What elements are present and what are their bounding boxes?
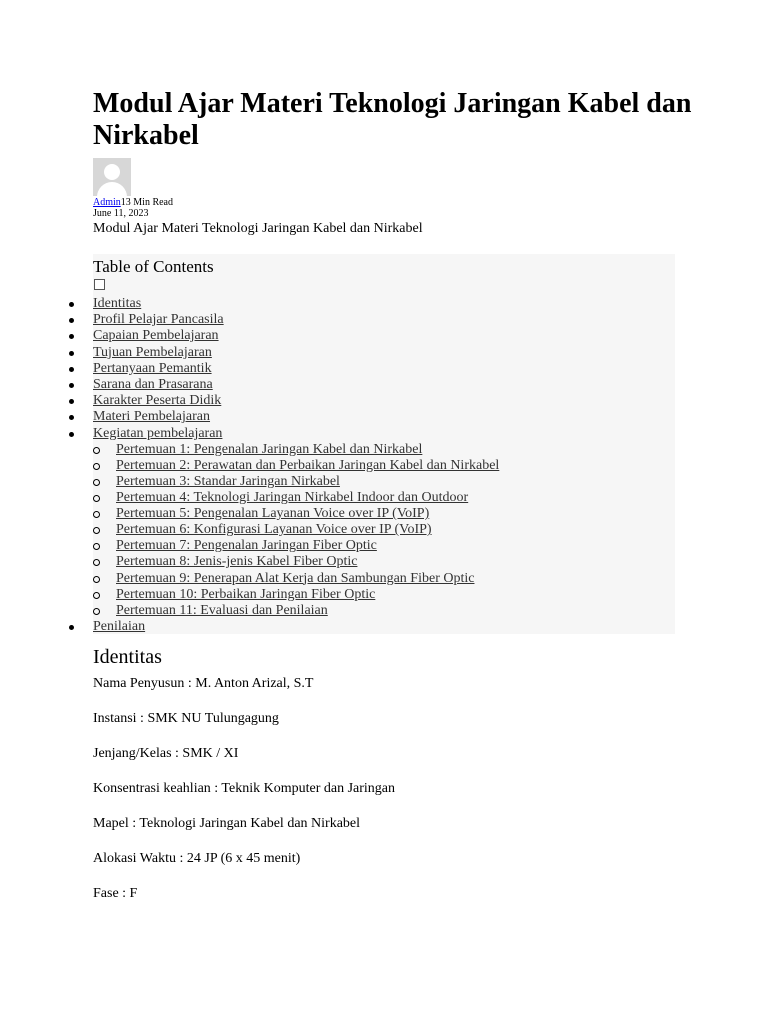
toc-subitem	[116, 538, 499, 554]
toc-subitem	[116, 490, 499, 506]
article-title: Modul Ajar Materi Teknologi Jaringan Kabel dan Nirkabel	[93, 88, 692, 151]
toc-link-capaian-pembelajaran[interactable]: Capaian Pembelajaran	[93, 328, 219, 344]
toc-subitem	[116, 474, 499, 490]
toc-item	[93, 328, 499, 344]
field-konsentrasi-keahlian: Konsentrasi keahlian : Teknik Komputer dan Jaringan	[93, 781, 396, 796]
toc-item	[93, 393, 499, 409]
toc-link-penilaian[interactable]: Penilaian	[93, 618, 146, 634]
toc-link-pertemuan-2[interactable]: Pertemuan 2: Perawatan dan Perbaikan Jaringan Kabel dan Nirkabel	[116, 457, 500, 473]
toc-item	[93, 619, 499, 635]
toc-subitem	[116, 603, 499, 619]
toc-link-materi-pembelajaran[interactable]: Materi Pembelajaran	[93, 409, 211, 425]
toc-subitem	[116, 458, 499, 474]
toc-link-karakter-peserta-didik[interactable]: Karakter Peserta Didik	[93, 393, 222, 409]
toc-sublist	[93, 442, 499, 619]
field-nama-penyusun: Nama Penyusun : M. Anton Arizal, S.T	[93, 676, 314, 691]
toc-subitem	[116, 506, 499, 522]
author-avatar	[93, 158, 131, 196]
toc-subitem	[116, 554, 499, 570]
toc-link-tujuan-pembelajaran[interactable]: Tujuan Pembelajaran	[93, 344, 212, 360]
toc-link-profil-pelajar-pancasila[interactable]: Profil Pelajar Pancasila	[93, 312, 224, 328]
toc-item	[93, 409, 499, 425]
toc-link-pertanyaan-pemantik[interactable]: Pertanyaan Pemantik	[93, 360, 212, 376]
read-time: 13 Min Read	[120, 197, 173, 208]
field-instansi: Instansi : SMK NU Tulungagung	[93, 711, 279, 726]
toc-link-pertemuan-8[interactable]: Pertemuan 8: Jenis-jenis Kabel Fiber Optic	[116, 554, 358, 570]
toc-link-pertemuan-10[interactable]: Pertemuan 10: Perbaikan Jaringan Fiber Optic	[116, 586, 376, 602]
article-meta	[93, 197, 173, 219]
table-of-contents	[93, 254, 675, 634]
toc-link-pertemuan-1[interactable]: Pertemuan 1: Pengenalan Jaringan Kabel dan Nirkabel	[116, 441, 423, 457]
field-mapel: Mapel : Teknologi Jaringan Kabel dan Nirkabel	[93, 816, 361, 831]
toc-item	[93, 426, 499, 619]
avatar-head-shape	[104, 164, 120, 180]
toc-item	[93, 377, 499, 393]
toc-link-kegiatan-pembelajaran[interactable]: Kegiatan pembelajaran	[93, 425, 223, 441]
author-line	[93, 197, 173, 208]
toc-subitem	[116, 522, 499, 538]
toc-item	[93, 361, 499, 377]
toc-link-pertemuan-11[interactable]: Pertemuan 11: Evaluasi dan Penilaian	[116, 602, 328, 618]
toc-item	[93, 296, 499, 312]
article-subtitle: Modul Ajar Materi Teknologi Jaringan Kabel dan Nirkabel	[93, 221, 423, 236]
toc-item	[93, 345, 499, 361]
toc-link-pertemuan-7[interactable]: Pertemuan 7: Pengenalan Jaringan Fiber Optic	[116, 538, 377, 554]
identitas-fields	[93, 676, 395, 921]
toc-subitem	[116, 587, 499, 603]
author-link[interactable]: Admin	[93, 197, 121, 208]
avatar-body-shape	[97, 182, 127, 196]
toc-item	[93, 312, 499, 328]
toc-link-sarana-dan-prasarana[interactable]: Sarana dan Prasarana	[93, 377, 213, 393]
field-alokasi-waktu: Alokasi Waktu : 24 JP (6 x 45 menit)	[93, 851, 301, 866]
toc-link-pertemuan-4[interactable]: Pertemuan 4: Teknologi Jaringan Nirkabel Indoor dan Outdoor	[116, 490, 469, 506]
toc-link-pertemuan-5[interactable]: Pertemuan 5: Pengenalan Layanan Voice over IP (VoIP)	[116, 506, 430, 522]
toc-toggle-checkbox[interactable]	[94, 279, 105, 290]
identitas-heading: Identitas	[93, 646, 162, 668]
toc-link-identitas[interactable]: Identitas	[93, 296, 142, 311]
toc-subitem	[116, 571, 499, 587]
field-fase: Fase : F	[93, 886, 138, 901]
publish-date: June 11, 2023	[93, 208, 149, 219]
toc-list	[93, 296, 499, 635]
field-jenjang-kelas: Jenjang/Kelas : SMK / XI	[93, 746, 239, 761]
toc-link-pertemuan-9[interactable]: Pertemuan 9: Penerapan Alat Kerja dan Sambungan Fiber Optic	[116, 570, 475, 586]
toc-link-pertemuan-3[interactable]: Pertemuan 3: Standar Jaringan Nirkabel	[116, 474, 340, 490]
toc-subitem	[116, 442, 499, 458]
toc-link-pertemuan-6[interactable]: Pertemuan 6: Konfigurasi Layanan Voice over IP (VoIP)	[116, 522, 432, 538]
toc-title: Table of Contents	[93, 257, 214, 276]
